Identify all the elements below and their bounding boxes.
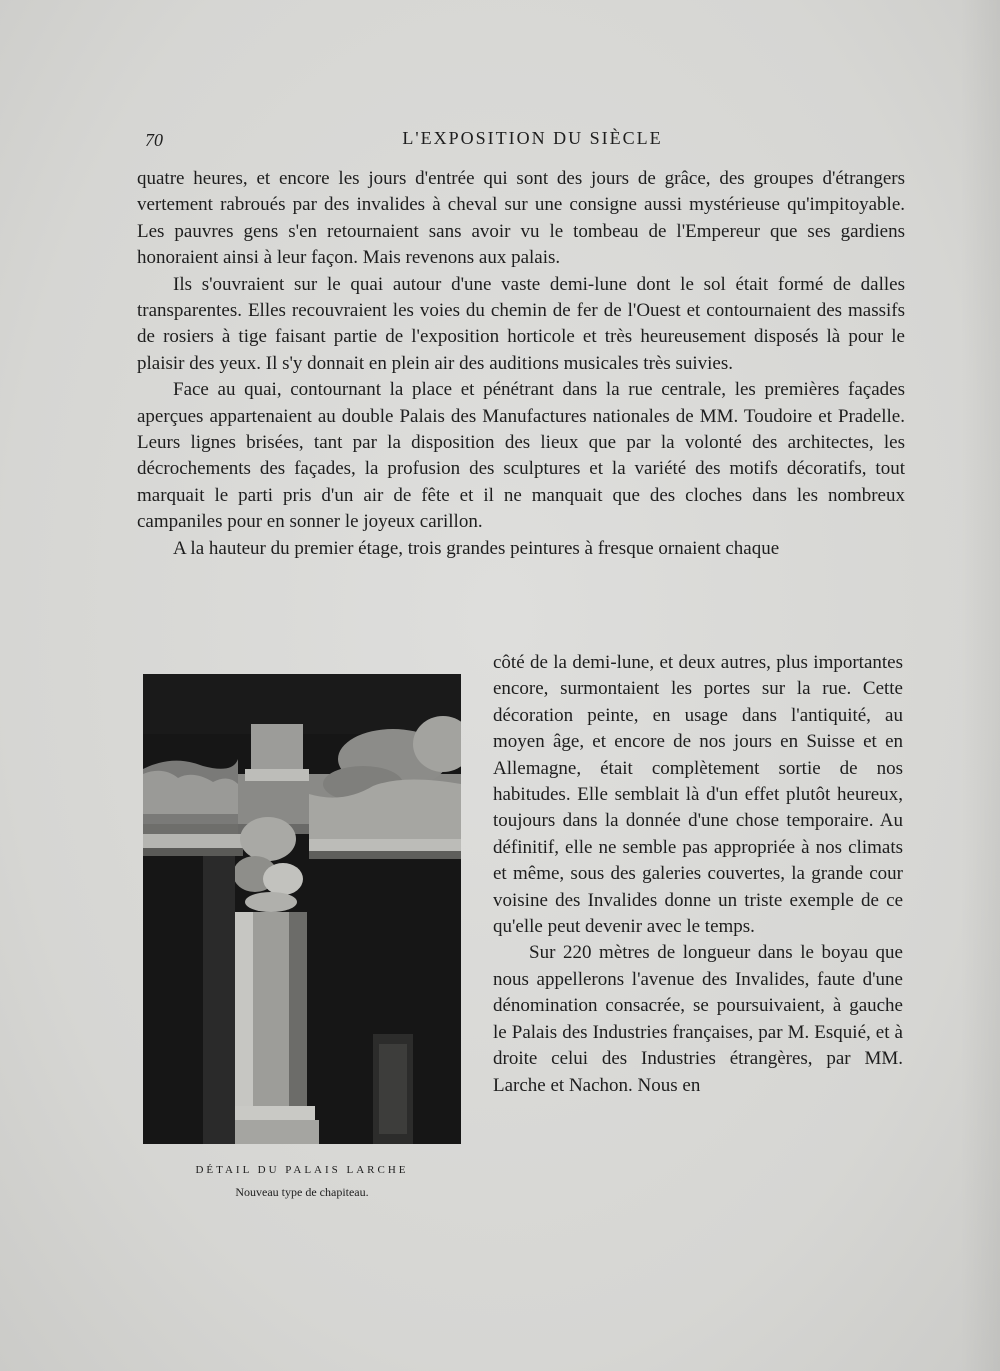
page-header bbox=[145, 128, 900, 152]
photograph-palais-larche bbox=[143, 674, 461, 1144]
paragraph: Sur 220 mètres de longueur dans le boyau que nous appellerons l'avenue des Invalides, faute d'une dénomination consacrée, se poursuivaient, à gauche le Palais des Industries françaises, par M. Esquié, et à droite celui des Industries étrangères, par MM. Larche et Nachon. Nous en bbox=[493, 942, 903, 1096]
body-text-right-column bbox=[493, 650, 903, 1099]
paragraph: Face au quai, contournant la place et pénétrant dans la rue centrale, les premières façades aperçues appartenaient au double Palais des Manufactures nationales de MM. Toudoire et Pradelle. Leurs lignes brisées, tant par la disposition des lieux que par la volonté des architectes, les décrochements des façades, la profusion des sculptures et la variété des motifs décoratifs, tout marquait le parti pris d'un air de fête et il ne manquait que des cloches dans les nombreux campaniles pour en sonner le joyeux carillon. bbox=[137, 379, 905, 533]
figure-caption-subtitle: Nouveau type de chapiteau. bbox=[235, 1185, 369, 1199]
paragraph-continued: quatre heures, et encore les jours d'entrée qui sont des jours de grâce, des groupes d'étrangers vertement rabroués par des invalides à cheval sur une consigne aussi mystérieuse qu'impitoyable. Les pauvres gens s'en retournaient sans avoir vu le tombeau de l'Empereur que ses gardiens honoraient ainsi à leur façon. Mais revenons aux palais. bbox=[137, 168, 905, 269]
paragraph-fresques-start: A la hauteur du premier étage, trois grandes peintures à fresque ornaient chaque bbox=[173, 537, 780, 559]
figure-caption-title: DÉTAIL DU PALAIS LARCHE bbox=[195, 1164, 409, 1176]
page-shadow-edge bbox=[960, 0, 1000, 1371]
photograph-column-capital bbox=[143, 674, 461, 1144]
paragraph: Ils s'ouvraient sur le quai autour d'une vaste demi-lune dont le sol était formé de dalles transparentes. Elles recouvraient les voies du chemin de fer de l'Ouest et contournaient des massifs de rosiers à tige faisant partie de l'exposition horticole et très heureusement disposés là pour le plaisir des yeux. Il s'y donnait en plein air des auditions musicales très suivies. bbox=[137, 273, 905, 374]
body-text-top bbox=[137, 166, 905, 562]
page-number: 70 bbox=[145, 130, 163, 150]
running-title: L'EXPOSITION DU SIÈCLE bbox=[402, 128, 663, 148]
paragraph-fresques-continued: côté de la demi-lune, et deux autres, plus importantes encore, surmontaient les portes sur la rue. Cette décoration peinte, en usage dans l'antiquité, au moyen âge, et encore de nos jours en Suisse et en Allemagne, était complètement sortie de nos habitudes. Elle semblait là d'un effet plutôt heureux, toujours dans la donnée d'une chose temporaire. Au définitif, elle ne semble pas appropriée à nos climats et même, sous des galeries couvertes, la grande cour voisine des Invalides donne un triste exemple de ce qu'elle peut devenir avec le temps. bbox=[493, 652, 903, 938]
